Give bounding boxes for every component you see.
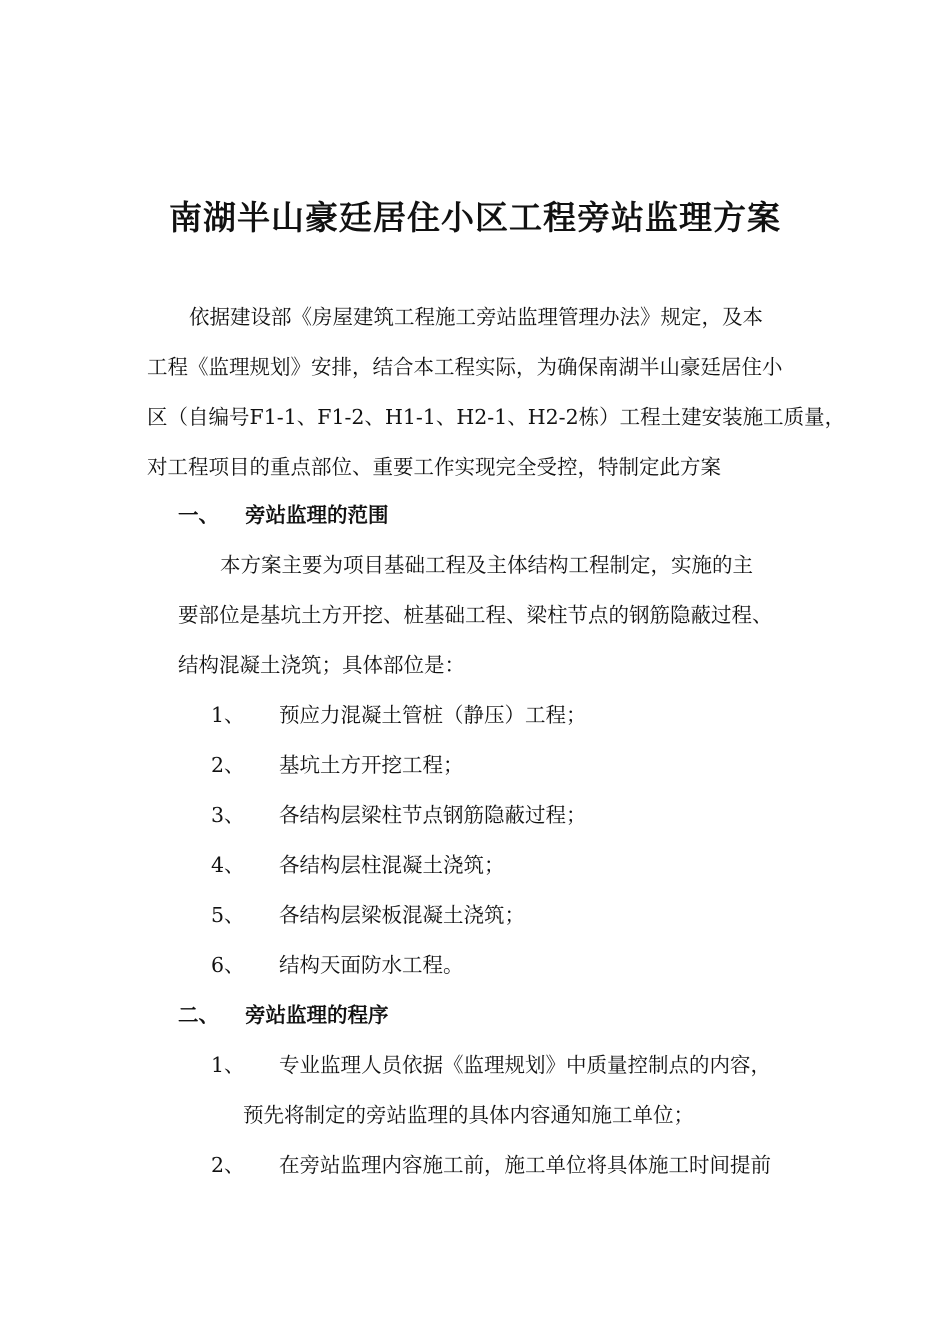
list-item-number: 1、 bbox=[211, 1053, 245, 1077]
list-item-continuation: 预先将制定的旁站监理的具体内容通知施工单位； bbox=[243, 1103, 694, 1127]
section-heading-text: 旁站监理的程序 bbox=[245, 1003, 389, 1027]
list-item-text: 各结构层梁柱节点钢筋隐蔽过程； bbox=[279, 803, 587, 827]
list-item-number: 1、 bbox=[211, 703, 245, 727]
list-item-number: 2、 bbox=[211, 753, 245, 777]
intro-line: 工程《监理规划》安排，结合本工程实际，为确保南湖半山豪廷居住小 bbox=[147, 355, 783, 379]
section-number: 二、 bbox=[178, 1003, 219, 1027]
list-item-text: 结构天面防水工程。 bbox=[279, 953, 464, 977]
section-number: 一、 bbox=[178, 503, 219, 527]
scope-line: 结构混凝土浇筑；具体部位是： bbox=[178, 653, 465, 677]
list-item-number: 6、 bbox=[211, 953, 245, 977]
list-item-number: 2、 bbox=[211, 1153, 245, 1177]
scope-line: 本方案主要为项目基础工程及主体结构工程制定，实施的主 bbox=[220, 553, 753, 577]
section-heading-text: 旁站监理的范围 bbox=[245, 503, 389, 527]
list-item-text: 各结构层梁板混凝土浇筑； bbox=[279, 903, 525, 927]
scope-line: 要部位是基坑土方开挖、桩基础工程、梁柱节点的钢筋隐蔽过程、 bbox=[178, 603, 773, 627]
document-title: 南湖半山豪廷居住小区工程旁站监理方案 bbox=[169, 198, 781, 237]
list-item-text: 基坑土方开挖工程； bbox=[279, 753, 464, 777]
list-item-number: 4、 bbox=[211, 853, 245, 877]
intro-line: 区（自编号F1-1、F1-2、H1-1、H2-1、H2-2栋）工程土建安装施工质量， bbox=[147, 405, 846, 429]
list-item-text: 各结构层柱混凝土浇筑； bbox=[279, 853, 505, 877]
intro-paragraph bbox=[147, 292, 845, 492]
list-item-text: 专业监理人员依据《监理规划》中质量控制点的内容， bbox=[279, 1053, 771, 1077]
scope-paragraph bbox=[178, 540, 773, 690]
intro-line: 依据建设部《房屋建筑工程施工旁站监理管理办法》规定，及本 bbox=[189, 305, 763, 329]
list-item-number: 5、 bbox=[211, 903, 245, 927]
list-item-text: 预应力混凝土管桩（静压）工程； bbox=[279, 703, 587, 727]
list-item-text: 在旁站监理内容施工前，施工单位将具体施工时间提前 bbox=[279, 1153, 771, 1177]
intro-line: 对工程项目的重点部位、重要工作实现完全受控，特制定此方案 bbox=[147, 455, 721, 479]
list-item-number: 3、 bbox=[211, 803, 245, 827]
